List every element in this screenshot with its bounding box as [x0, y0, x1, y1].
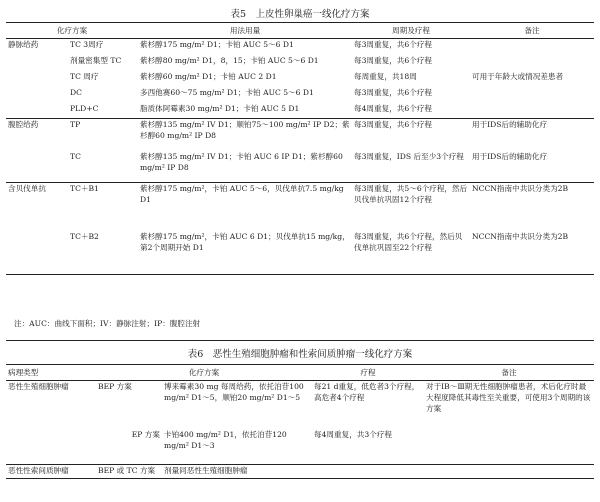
- table6-note: [424, 429, 594, 465]
- table6-header-cycle: 疗程: [360, 368, 376, 377]
- table5-regimen: TC: [70, 151, 81, 161]
- table-row: [6, 381, 594, 429]
- table5-header-row: [6, 23, 594, 39]
- table6-regimen: BEP 方案: [98, 382, 132, 391]
- table-row: [6, 429, 594, 465]
- table5-regimen: TC 周疗: [70, 71, 99, 81]
- table5: [6, 22, 594, 275]
- table5-category: [6, 71, 68, 87]
- table6: [6, 364, 594, 479]
- table6-header-row: [6, 365, 594, 381]
- table5-cycle: 每周重复，共18周: [354, 71, 417, 81]
- table5-dosage: 多西他赛60～75 mg/m² D1；卡铂 AUC 5～6 D1: [140, 87, 314, 97]
- table6-dosage: 卡铂400 mg/m² D1，依托泊苷120 mg/m² D1～3: [164, 429, 287, 450]
- table5-note: [470, 39, 594, 55]
- table5-dosage: 紫杉醇80 mg/m² D1，8，15；卡铂 AUC 5～6 D1: [140, 55, 319, 65]
- table5-category: [6, 151, 68, 183]
- table6-caption: 表6 恶性生殖细胞肿瘤和性索间质肿瘤一线化疗方案: [187, 349, 413, 360]
- table5-note: [470, 103, 594, 119]
- table6-cycle: 每4周重复，共3个疗程: [314, 429, 393, 439]
- table5-regimen: 剂量密集型 TC: [70, 55, 122, 65]
- table6-cycle: [312, 465, 424, 479]
- table5-regimen: PLD+C: [70, 103, 99, 113]
- table5-note: 可用于年龄大或情况差患者: [472, 71, 564, 81]
- table-row: [6, 55, 594, 71]
- table5-note: NCCN指南中共识分类为2B: [472, 184, 569, 193]
- table5-cycle: 每3周重复，IDS 后至少3个疗程: [354, 151, 464, 161]
- table6-regimen: BEP 或 TC 方案: [98, 466, 156, 475]
- table5-dosage: 紫杉醇135 mg/m² IV D1；顺铂75～100 mg/m² IP D2；紫杉醇60 mg/m² IP D8: [140, 120, 350, 140]
- table5-note: [470, 55, 594, 71]
- table5-category: [6, 231, 68, 275]
- table5-regimen: TC＋B1: [70, 184, 99, 193]
- table6-type: [6, 429, 96, 465]
- table5-regimen: TP: [70, 120, 81, 129]
- table5-category: 腹腔给药: [8, 120, 39, 129]
- table6-dosage: 剂量同恶性生殖细胞肿瘤: [164, 466, 248, 475]
- table5-header-regimen: 化疗方案: [56, 26, 88, 35]
- table-row: [6, 183, 594, 231]
- table6-header-regimen: 化疗方案: [188, 368, 220, 377]
- table6-note: 对于ⅠB～Ⅲ期无性细胞肿瘤患者，术后化疗时最大程度降低其毒性至关重要，可使用3个周期的该方案: [426, 382, 591, 413]
- table-row: [6, 103, 594, 119]
- table-row: [6, 71, 594, 87]
- table-row: [6, 151, 594, 183]
- table5-category: [6, 103, 68, 119]
- table6-header-type: 病理类型: [8, 368, 39, 377]
- table5-regimen: TC＋B2: [70, 231, 99, 241]
- table-row: [6, 119, 594, 151]
- table5-dosage: 紫杉醇175 mg/m²，卡铂 AUC 6 D1；贝伐单抗15 mg/kg，第2个周期开始 D1: [140, 231, 350, 252]
- table5-category: 静脉给药: [8, 40, 39, 49]
- table5-note: 用于IDS后的辅助化疗: [472, 151, 548, 161]
- table5-header-dosage: 用法用量: [229, 26, 261, 35]
- section-divider: [6, 340, 594, 341]
- table5-note: NCCN指南中共识分类为2B: [472, 231, 569, 241]
- table5-header-cycle: 周期及疗程: [392, 26, 430, 35]
- table5-cycle: 每3周重复，共6个疗程: [354, 120, 433, 129]
- table6-header-note: 备注: [501, 368, 517, 377]
- table-row: [6, 87, 594, 103]
- table5-cycle: 每3周重复，共6个疗程，然后贝伐单抗巩固至22个疗程: [354, 231, 463, 252]
- table5-cycle: 每3周重复，共6个疗程: [354, 55, 433, 65]
- table5-dosage: 脂质体阿霉素30 mg/m² D1；卡铂 AUC 5 D1: [140, 103, 300, 113]
- table5-category: [6, 55, 68, 71]
- table5-cycle: 每4周重复，共6个疗程: [354, 103, 433, 113]
- table6-regimen: EP 方案: [131, 429, 160, 439]
- table5-dosage: 紫杉醇175 mg/m²，卡铂 AUC 5～6，贝伐单抗7.5 mg/kg D1: [140, 184, 344, 204]
- table5-note: [470, 87, 594, 103]
- table-row: [6, 231, 594, 275]
- table5-regimen: TC 3周疗: [70, 40, 104, 49]
- table5-cycle: 每3周重复，共6个疗程: [354, 87, 433, 97]
- table5-cycle: 每3周重复，共6个疗程: [354, 40, 433, 49]
- table5-note: 用于IDS后的辅助化疗: [472, 120, 548, 129]
- table6-cycle: 每21 d重复，低危者3个疗程，高危者4个疗程: [314, 382, 420, 402]
- table5-cycle: 每3周重复，共5～6个疗程，然后贝伐单抗巩固12个疗程: [354, 184, 468, 204]
- table5-header-note: 备注: [524, 26, 540, 35]
- table6-type: 恶性生殖细胞肿瘤: [8, 382, 69, 391]
- table5-caption: 表5 上皮性卵巢癌一线化疗方案: [230, 9, 370, 20]
- table-row: [6, 39, 594, 55]
- table6-type: 恶性性索间质肿瘤: [8, 466, 69, 475]
- table5-dosage: 紫杉醇60 mg/m² D1；卡铂 AUC 2 D1: [140, 71, 277, 81]
- table6-dosage: 博来霉素30 mg 每周给药，依托泊苷100 mg/m² D1～5，顺铂20 mg/m² D1～5: [164, 382, 304, 402]
- table5-category: [6, 87, 68, 103]
- table5-category: 含贝伐单抗: [8, 184, 46, 193]
- table5-dosage: 紫杉醇135 mg/m² IV D1；卡铂 AUC 6 IP D1；紫杉醇60 mg/m² IP D8: [140, 151, 343, 172]
- table5-regimen: DC: [70, 87, 82, 97]
- table5-dosage: 紫杉醇175 mg/m² D1；卡铂 AUC 5～6 D1: [140, 40, 294, 49]
- table6-note: [424, 465, 594, 479]
- table-row: [6, 465, 594, 479]
- table5-footnote: 注：AUC：曲线下面积；IV：静脉注射；IP：腹腔注射: [14, 319, 201, 328]
